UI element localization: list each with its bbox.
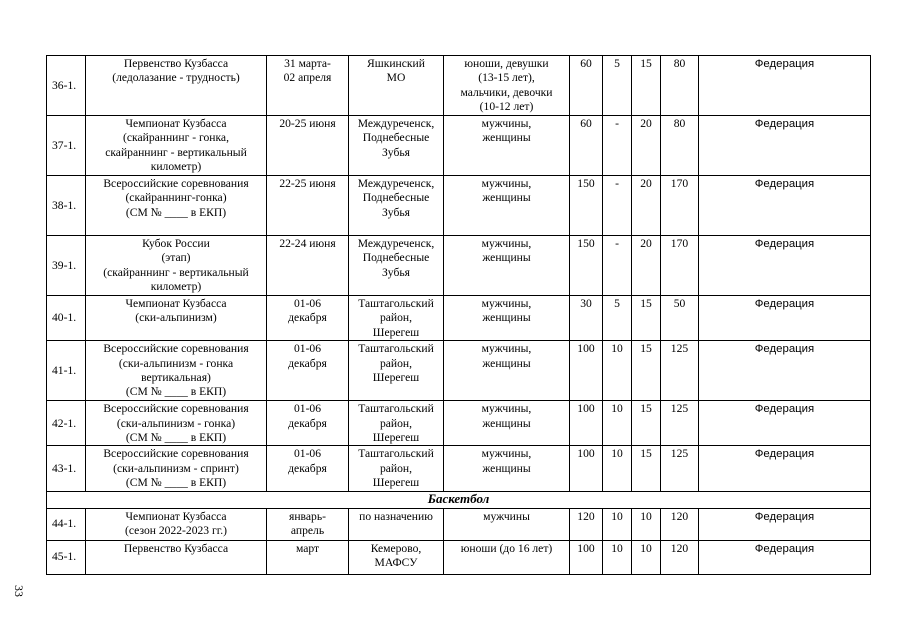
event-participants: мужчины, женщины xyxy=(444,401,570,446)
count-total: 125 xyxy=(661,446,699,491)
count-total: 50 xyxy=(661,296,699,341)
count-2: 5 xyxy=(603,56,632,116)
event-participants: юноши (до 16 лет) xyxy=(444,540,570,574)
table-row xyxy=(47,540,871,574)
organizer: Федерация xyxy=(699,176,871,236)
event-dates: 01-06 декабря xyxy=(267,341,349,401)
event-name: Всероссийские соревнования (ски-альпинизм - спринт) (СМ № ____ в ЕКП) xyxy=(86,446,267,491)
event-participants: мужчины, женщины xyxy=(444,446,570,491)
count-2: - xyxy=(603,236,632,296)
organizer: Федерация xyxy=(699,540,871,574)
event-participants: мужчины, женщины xyxy=(444,296,570,341)
event-name: Всероссийские соревнования (ски-альпинизм - гонка вертикальная) (СМ № ____ в ЕКП) xyxy=(86,341,267,401)
row-number: 36-1. xyxy=(47,56,86,116)
table-row xyxy=(47,508,871,540)
page-number: 33 xyxy=(12,585,26,597)
event-dates: 01-06 декабря xyxy=(267,401,349,446)
row-number: 45-1. xyxy=(47,540,86,574)
event-dates: 01-06 декабря xyxy=(267,446,349,491)
count-3: 15 xyxy=(632,446,661,491)
count-total: 120 xyxy=(661,540,699,574)
table-row xyxy=(47,296,871,341)
row-number: 41-1. xyxy=(47,341,86,401)
count-3: 20 xyxy=(632,236,661,296)
organizer: Федерация xyxy=(699,341,871,401)
event-dates: 20-25 июня xyxy=(267,116,349,176)
count-2: 10 xyxy=(603,401,632,446)
count-2: 10 xyxy=(603,508,632,540)
organizer: Федерация xyxy=(699,401,871,446)
event-dates: 31 марта- 02 апреля xyxy=(267,56,349,116)
event-name: Всероссийские соревнования (скайраннинг-гонка) (СМ № ____ в ЕКП) xyxy=(86,176,267,236)
event-name: Чемпионат Кузбасса (скайраннинг - гонка, скайраннинг - вертикальный километр) xyxy=(86,116,267,176)
event-place: Таштагольский район, Шерегеш xyxy=(349,446,444,491)
event-name: Чемпионат Кузбасса (ски-альпинизм) xyxy=(86,296,267,341)
count-total: 80 xyxy=(661,56,699,116)
event-participants: мужчины, женщины xyxy=(444,116,570,176)
event-name: Кубок России (этап) (скайраннинг - вертикальный километр) xyxy=(86,236,267,296)
event-dates: март xyxy=(267,540,349,574)
event-participants: юноши, девушки (13-15 лет), мальчики, девочки (10-12 лет) xyxy=(444,56,570,116)
count-1: 60 xyxy=(570,116,603,176)
event-participants: мужчины, женщины xyxy=(444,176,570,236)
event-place: Таштагольский район, Шерегеш xyxy=(349,296,444,341)
organizer: Федерация xyxy=(699,446,871,491)
row-number: 42-1. xyxy=(47,401,86,446)
count-3: 10 xyxy=(632,540,661,574)
table-row xyxy=(47,176,871,236)
organizer: Федерация xyxy=(699,508,871,540)
count-2: 10 xyxy=(603,341,632,401)
count-total: 125 xyxy=(661,341,699,401)
event-name: Первенство Кузбасса (ледолазание - трудность) xyxy=(86,56,267,116)
event-name: Всероссийские соревнования (ски-альпинизм - гонка) (СМ № ____ в ЕКП) xyxy=(86,401,267,446)
event-name: Первенство Кузбасса xyxy=(86,540,267,574)
event-place: Таштагольский район, Шерегеш xyxy=(349,401,444,446)
count-2: 10 xyxy=(603,540,632,574)
count-3: 20 xyxy=(632,176,661,236)
count-3: 15 xyxy=(632,56,661,116)
count-3: 20 xyxy=(632,116,661,176)
event-dates: 22-25 июня xyxy=(267,176,349,236)
count-total: 125 xyxy=(661,401,699,446)
table-row xyxy=(47,341,871,401)
event-place: Междуреченск, Поднебесные Зубья xyxy=(349,236,444,296)
count-2: 10 xyxy=(603,446,632,491)
count-3: 10 xyxy=(632,508,661,540)
row-number: 39-1. xyxy=(47,236,86,296)
event-name: Чемпионат Кузбасса (сезон 2022-2023 гг.) xyxy=(86,508,267,540)
event-place: Междуреченск, Поднебесные Зубья xyxy=(349,176,444,236)
event-dates: 01-06 декабря xyxy=(267,296,349,341)
row-number: 43-1. xyxy=(47,446,86,491)
table-row xyxy=(47,446,871,491)
count-1: 120 xyxy=(570,508,603,540)
count-1: 100 xyxy=(570,341,603,401)
row-number: 38-1. xyxy=(47,176,86,236)
count-1: 60 xyxy=(570,56,603,116)
count-total: 170 xyxy=(661,176,699,236)
table-row xyxy=(47,116,871,176)
event-participants: мужчины, женщины xyxy=(444,341,570,401)
count-total: 120 xyxy=(661,508,699,540)
count-3: 15 xyxy=(632,341,661,401)
count-1: 100 xyxy=(570,446,603,491)
row-number: 40-1. xyxy=(47,296,86,341)
count-1: 100 xyxy=(570,540,603,574)
count-1: 100 xyxy=(570,401,603,446)
table-row xyxy=(47,56,871,116)
row-number: 37-1. xyxy=(47,116,86,176)
organizer: Федерация xyxy=(699,116,871,176)
row-number: 44-1. xyxy=(47,508,86,540)
organizer: Федерация xyxy=(699,296,871,341)
count-1: 30 xyxy=(570,296,603,341)
count-3: 15 xyxy=(632,296,661,341)
count-2: 5 xyxy=(603,296,632,341)
organizer: Федерация xyxy=(699,236,871,296)
event-participants: мужчины xyxy=(444,508,570,540)
count-1: 150 xyxy=(570,236,603,296)
section-title: Баскетбол xyxy=(47,491,871,508)
section-row xyxy=(47,491,871,508)
event-place: Яшкинский МО xyxy=(349,56,444,116)
event-participants: мужчины, женщины xyxy=(444,236,570,296)
events-table-body xyxy=(47,56,871,575)
organizer: Федерация xyxy=(699,56,871,116)
events-table xyxy=(46,55,871,575)
event-place: Кемерово, МАФСУ xyxy=(349,540,444,574)
event-dates: 22-24 июня xyxy=(267,236,349,296)
table-row xyxy=(47,401,871,446)
event-dates: январь- апрель xyxy=(267,508,349,540)
count-total: 170 xyxy=(661,236,699,296)
event-place: по назначению xyxy=(349,508,444,540)
table-row xyxy=(47,236,871,296)
count-1: 150 xyxy=(570,176,603,236)
count-2: - xyxy=(603,176,632,236)
count-2: - xyxy=(603,116,632,176)
count-total: 80 xyxy=(661,116,699,176)
event-place: Междуреченск, Поднебесные Зубья xyxy=(349,116,444,176)
event-place: Таштагольский район, Шерегеш xyxy=(349,341,444,401)
count-3: 15 xyxy=(632,401,661,446)
